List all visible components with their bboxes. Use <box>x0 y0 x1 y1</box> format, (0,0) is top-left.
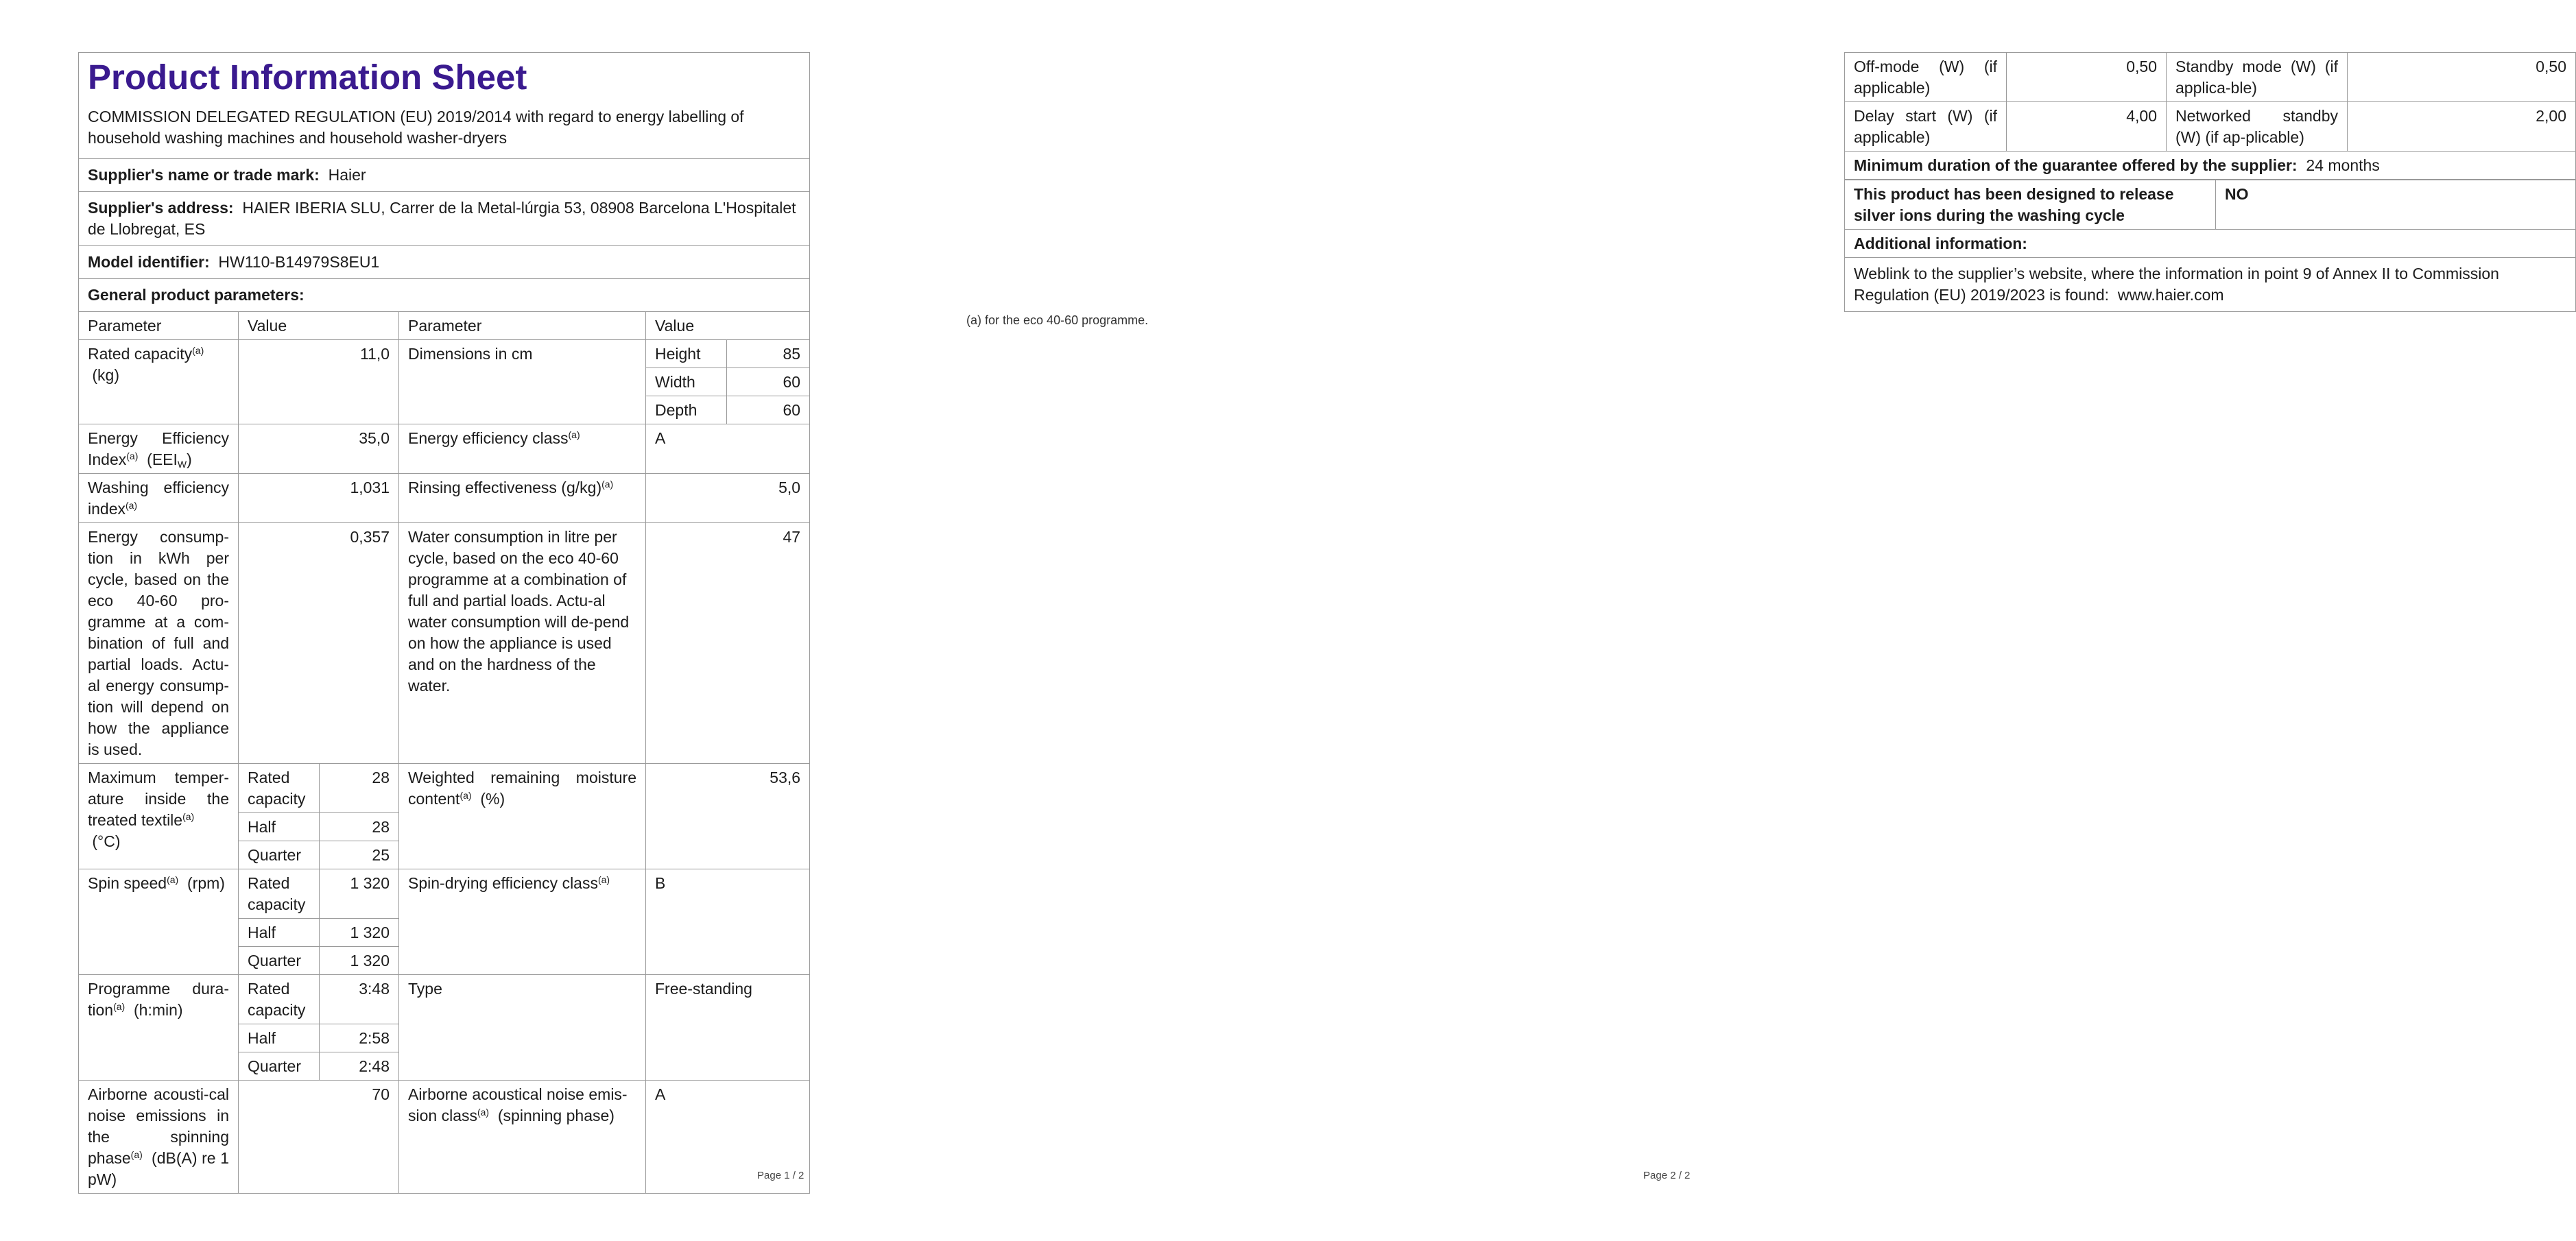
table-row <box>1845 102 2576 152</box>
col-header-value-2: Value <box>646 312 810 340</box>
spin-speed-label: Spin speed <box>88 874 167 892</box>
energy-consumption-label: Energy consump-tion in kWh per cycle, based on the eco 40-60 pro-gramme at a com-bination of full and partial loads. Actu-al energy consump-tion will depend on how the appliance is used. <box>79 523 239 764</box>
standby-value: 0,50 <box>2348 53 2576 102</box>
address-label: Supplier's address: <box>88 199 234 217</box>
general-params-label: General product parameters: <box>88 286 305 304</box>
supplier-label: Supplier's name or trade mark: <box>88 166 320 184</box>
moisture-value: 53,6 <box>646 764 810 869</box>
max-temp-quarter-label: Quarter <box>239 841 320 869</box>
page-number: Page 1 / 2 <box>757 1170 804 1181</box>
address-value: HAIER IBERIA SLU, Carrer de la Metal-lúrgia 53, 08908 Barcelona L'Hospitalet de Llobregat, ES <box>88 199 796 238</box>
silver-ions-label: This product has been designed to release silver ions during the washing cycle <box>1845 180 2216 230</box>
noise-class-unit: (spinning phase) <box>497 1107 615 1124</box>
max-temp-rated-value: 28 <box>320 764 399 813</box>
washing-eff-label: Washing efficiency index <box>88 479 229 518</box>
moisture-label: Weighted remaining moisture content <box>408 769 636 808</box>
noise-value: 70 <box>239 1081 399 1194</box>
duration-rated-label: Rated capacity <box>239 975 320 1024</box>
col-header-value: Value <box>239 312 399 340</box>
table-row <box>1845 152 2576 180</box>
table-row <box>1845 258 2576 312</box>
footnote-a-marker: (a) <box>192 345 204 356</box>
type-value: Free-standing <box>646 975 810 1081</box>
page-2 <box>878 0 2567 1241</box>
depth-value: 60 <box>727 396 810 424</box>
water-consumption-value: 47 <box>646 523 810 764</box>
max-temp-quarter-value: 25 <box>320 841 399 869</box>
moisture-unit: (%) <box>480 790 505 808</box>
table-row <box>79 523 810 764</box>
networked-value: 2,00 <box>2348 102 2576 152</box>
type-label: Type <box>399 975 646 1081</box>
eei-value: 35,0 <box>239 424 399 474</box>
table-row <box>79 474 810 523</box>
energy-class-label: Energy efficiency class <box>408 429 569 447</box>
additional-info-label: Additional information: <box>1845 230 2576 258</box>
footnote-a-marker: (a) <box>182 811 195 822</box>
depth-label: Depth <box>646 396 727 424</box>
page-1 <box>0 0 878 1241</box>
regulation-text: COMMISSION DELEGATED REGULATION (EU) 2019/2014 with regard to energy labelling of household washing machines and household washer-dryers <box>88 108 744 147</box>
noise-class-label: Airborne acoustical noise emis-sion class <box>408 1085 628 1124</box>
guarantee-label: Minimum duration of the guarantee offered by the supplier: <box>1854 156 2298 174</box>
noise-class-value: A <box>646 1081 810 1194</box>
spin-class-value: B <box>646 869 810 975</box>
delay-value: 4,00 <box>2007 102 2167 152</box>
spin-speed-half-label: Half <box>239 919 320 947</box>
table-row <box>79 975 810 1024</box>
energy-class-value: A <box>646 424 810 474</box>
footnote-a-marker: (a) <box>113 1001 126 1012</box>
spin-speed-quarter-label: Quarter <box>239 947 320 975</box>
width-label: Width <box>646 368 727 396</box>
page-number: Page 2 / 2 <box>1643 1170 1691 1181</box>
product-info-table <box>78 52 810 1194</box>
footnote-a-marker: (a) <box>125 500 138 511</box>
dimensions-label: Dimensions in cm <box>399 340 646 424</box>
table-row <box>79 340 810 368</box>
rated-capacity-unit: (kg) <box>92 366 120 384</box>
model-label: Model identifier: <box>88 253 210 271</box>
rinsing-label: Rinsing effectiveness (g/kg) <box>408 479 602 496</box>
spin-speed-quarter-value: 1 320 <box>320 947 399 975</box>
footnote: (a) for the eco 40-60 programme. <box>966 313 1149 327</box>
duration-half-value: 2:58 <box>320 1024 399 1052</box>
header-row <box>79 53 810 159</box>
offmode-label: Off-mode (W) (if applicable) <box>1845 53 2007 102</box>
table-row <box>79 1081 810 1194</box>
col-header-parameter-2: Parameter <box>399 312 646 340</box>
duration-rated-value: 3:48 <box>320 975 399 1024</box>
model-value: HW110-B14979S8EU1 <box>218 253 380 271</box>
spin-speed-half-value: 1 320 <box>320 919 399 947</box>
footnote-a-marker: (a) <box>568 429 580 440</box>
silver-ions-value: NO <box>2216 180 2576 230</box>
address-row <box>79 192 810 246</box>
spin-speed-rated-label: Rated capacity <box>239 869 320 919</box>
noise-label: Airborne acousti-cal noise emissions in the spinning phase <box>88 1085 229 1167</box>
supplier-row <box>79 159 810 192</box>
table-row <box>1845 230 2576 258</box>
footnote-a-marker: (a) <box>601 479 614 490</box>
supplier-value: Haier <box>328 166 366 184</box>
offmode-value: 0,50 <box>2007 53 2167 102</box>
height-label: Height <box>646 340 727 368</box>
guarantee-value: 24 months <box>2306 156 2380 174</box>
eei-subscript: W <box>177 459 187 470</box>
footnote-a-marker: (a) <box>167 874 179 885</box>
footnote-a-marker: (a) <box>126 450 139 461</box>
table-row <box>79 764 810 813</box>
max-temp-rated-label: Rated capacity <box>239 764 320 813</box>
washing-eff-value: 1,031 <box>239 474 399 523</box>
table-row <box>79 869 810 919</box>
footnote-a-marker: (a) <box>477 1107 490 1118</box>
footnote-a-marker: (a) <box>460 790 472 801</box>
delay-label: Delay start (W) (if applicable) <box>1845 102 2007 152</box>
max-temp-half-label: Half <box>239 813 320 841</box>
height-value: 85 <box>727 340 810 368</box>
eei-label: Energy Efficiency Index <box>88 429 229 468</box>
spin-speed-rated-value: 1 320 <box>320 869 399 919</box>
rated-capacity-label: Rated capacity <box>88 345 193 363</box>
column-header-row <box>79 312 810 340</box>
width-value: 60 <box>727 368 810 396</box>
table-row <box>1845 53 2576 102</box>
max-temp-label: Maximum temper-ature inside the treated textile <box>88 769 229 829</box>
model-row <box>79 246 810 279</box>
duration-half-label: Half <box>239 1024 320 1052</box>
page-title: Product Information Sheet <box>88 58 527 97</box>
rinsing-value: 5,0 <box>646 474 810 523</box>
weblink-url[interactable]: www.haier.com <box>2117 286 2224 304</box>
energy-consumption-value: 0,357 <box>239 523 399 764</box>
spin-class-label: Spin-drying efficiency class <box>408 874 598 892</box>
eei-abbrev: (EEI <box>147 450 178 468</box>
eei-close: ) <box>187 450 192 468</box>
networked-label: Networked standby (W) (if ap-plicable) <box>2167 102 2348 152</box>
duration-quarter-value: 2:48 <box>320 1052 399 1081</box>
table-row <box>1845 180 2576 230</box>
footnote-a-marker: (a) <box>597 874 610 885</box>
col-header-parameter: Parameter <box>79 312 239 340</box>
noise-unit: (dB(A) re 1 pW) <box>88 1149 229 1188</box>
max-temp-half-value: 28 <box>320 813 399 841</box>
max-temp-unit: (°C) <box>92 832 121 850</box>
duration-quarter-label: Quarter <box>239 1052 320 1081</box>
duration-unit: (h:min) <box>134 1001 183 1019</box>
footnote-a-marker: (a) <box>130 1149 143 1160</box>
general-row <box>79 279 810 312</box>
rated-capacity-value: 11,0 <box>239 340 399 424</box>
weblink-text: Weblink to the supplier’s website, where the information in point 9 of Annex II to Commission Regulation (EU) 2019/2023 is found: <box>1854 265 2499 304</box>
standby-label: Standby mode (W) (if applica-ble) <box>2167 53 2348 102</box>
product-info-table-continued <box>1844 52 2576 312</box>
table-row <box>79 424 810 474</box>
spin-speed-unit: (rpm) <box>187 874 225 892</box>
water-consumption-label: Water consumption in litre per cycle, based on the eco 40-60 programme at a combination of full and partial loads. Actu-al water consumption will de-pend on how the appliance is used and on the hardness of the water. <box>399 523 646 764</box>
duration-label: Programme dura-tion <box>88 980 229 1019</box>
